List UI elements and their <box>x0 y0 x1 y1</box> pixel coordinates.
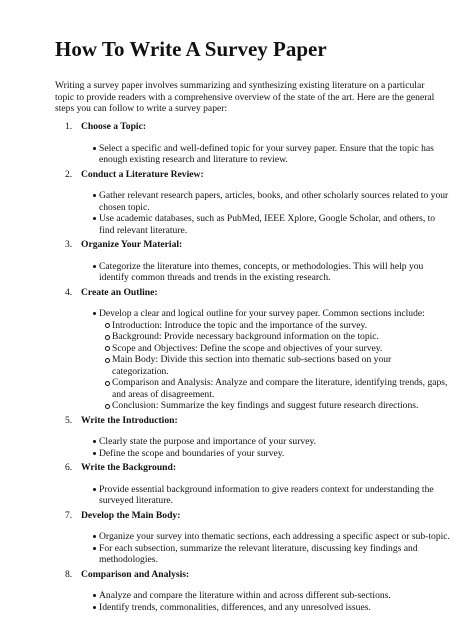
spacer <box>55 474 450 484</box>
step-heading <box>55 510 450 522</box>
step-title: Write the Background: <box>81 462 177 473</box>
sub-bullet-text: Background: Provide necessary background information on the topic. <box>112 331 379 342</box>
bullet-item <box>55 190 450 213</box>
steps-list <box>55 121 450 613</box>
bullet-text: Analyze and compare the literature within and across different sub-sections. <box>99 590 391 601</box>
intro-paragraph: Writing a survey paper involves summarizing and synthesizing existing literature on a particular topic to provide readers with a comprehensive overview of the state of the art. Here are the general steps you can follow to write a survey paper: <box>55 80 435 114</box>
step-title: Create an Outline: <box>81 286 158 298</box>
sub-bullet-text: Main Body: Divide this section into thematic sub-sections based on your categorization. <box>112 354 392 377</box>
spacer <box>55 580 450 590</box>
sub-bullet-item <box>55 331 450 343</box>
bullet-list <box>55 143 450 166</box>
bullet-list <box>55 261 450 284</box>
step-title: Organize Your Material: <box>81 239 183 250</box>
step-heading <box>55 121 450 133</box>
bullet-list <box>55 590 450 613</box>
bullet-item <box>55 448 450 460</box>
step-heading <box>55 287 450 299</box>
bullet-icon <box>93 194 96 197</box>
bullet-item <box>55 261 450 284</box>
bullet-icon <box>93 147 96 150</box>
bullet-icon <box>93 265 96 268</box>
bullet-item <box>55 213 450 236</box>
bullet-text: Develop a clear and logical outline for your survey paper. Common sections include: <box>99 308 425 319</box>
spacer <box>55 426 450 436</box>
bullet-text: Identify trends, commonalities, differences, and any unresolved issues. <box>99 601 371 613</box>
step-title: Write the Introduction: <box>81 414 178 426</box>
bullet-icon <box>93 547 96 550</box>
step-title: Comparison and Analysis: <box>81 568 190 580</box>
bullet-icon <box>93 594 96 597</box>
circle-bullet-icon <box>105 335 110 340</box>
sub-bullet-text: Conclusion: Summarize the key findings and suggest future research directions. <box>112 400 419 411</box>
bullet-icon <box>93 535 96 538</box>
step-number: 7. <box>65 509 73 521</box>
bullet-item <box>55 602 450 614</box>
spacer <box>55 133 450 143</box>
step-heading <box>55 415 450 427</box>
bullet-icon <box>93 452 96 455</box>
circle-bullet-icon <box>105 358 110 363</box>
sub-bullet-text: Scope and Objectives: Define the scope and objectives of your survey. <box>112 342 383 354</box>
sub-bullet-item <box>55 320 450 332</box>
bullet-list <box>55 308 450 412</box>
bullet-list <box>55 436 450 459</box>
bullet-icon <box>93 488 96 491</box>
step-number: 6. <box>65 462 73 473</box>
bullet-icon <box>93 606 96 609</box>
step-heading <box>55 569 450 581</box>
bullet-item <box>55 531 450 543</box>
bullet-list <box>55 484 450 507</box>
bullet-item <box>55 590 450 602</box>
bullet-icon <box>93 312 96 315</box>
step-number: 3. <box>65 239 73 250</box>
bullet-icon <box>93 217 96 220</box>
bullet-item <box>55 484 450 507</box>
step-title: Conduct a Literature Review: <box>81 168 204 180</box>
bullet-text: Categorize the literature into themes, concepts, or methodologies. This will help you identify common threads and trends in the existing research. <box>99 260 424 283</box>
sub-bullet-text: Comparison and Analysis: Analyze and compare the literature, identifying trends, gaps, and areas of disagreement. <box>112 377 448 400</box>
step-title: Choose a Topic: <box>81 121 147 132</box>
bullet-text: Gather relevant research papers, articles, books, and other scholarly sources related to your chosen topic. <box>99 190 449 213</box>
bullet-text: Define the scope and boundaries of your survey. <box>99 447 285 459</box>
spacer <box>55 298 450 308</box>
bullet-list <box>55 531 450 566</box>
sub-bullet-list <box>99 320 450 412</box>
step-number: 1. <box>65 121 73 132</box>
step-number: 2. <box>65 168 73 180</box>
bullet-text: Provide essential background information to give readers context for understanding the surveyed literature. <box>99 483 434 506</box>
bullet-text: Organize your survey into thematic sections, each addressing a specific aspect or sub-topic. <box>99 531 450 542</box>
bullet-item <box>55 543 450 566</box>
bullet-text: Clearly state the purpose and importance of your survey. <box>99 436 317 447</box>
spacer <box>55 251 450 261</box>
sub-bullet-item <box>55 377 450 400</box>
sub-bullet-text: Introduction: Introduce the topic and the importance of the survey. <box>112 319 368 331</box>
bullet-item <box>55 308 450 412</box>
bullet-text: For each subsection, summarize the relevant literature, discussing key findings and methodologies. <box>99 542 418 565</box>
step-heading <box>55 462 450 474</box>
spacer <box>55 180 450 190</box>
bullet-item <box>55 143 450 166</box>
step-number: 4. <box>65 286 73 298</box>
circle-bullet-icon <box>105 404 110 409</box>
step-heading <box>55 239 450 251</box>
circle-bullet-icon <box>105 381 110 386</box>
step-title: Develop the Main Body: <box>81 509 181 521</box>
sub-bullet-item <box>55 354 450 377</box>
step-heading <box>55 169 450 181</box>
sub-bullet-item <box>55 343 450 355</box>
page-title: How To Write A Survey Paper <box>55 37 327 61</box>
bullet-text: Use academic databases, such as PubMed, IEEE Xplore, Google Scholar, and others, to find relevant literature. <box>99 213 436 236</box>
bullet-item <box>55 436 450 448</box>
circle-bullet-icon <box>105 346 110 351</box>
sub-bullet-item <box>55 400 450 412</box>
spacer <box>55 521 450 531</box>
bullet-text: Select a specific and well-defined topic for your survey paper. Ensure that the topic has enough existing research and literature to review. <box>99 142 434 165</box>
step-number: 8. <box>65 568 73 580</box>
circle-bullet-icon <box>105 323 110 328</box>
bullet-list <box>55 190 450 236</box>
step-number: 5. <box>65 414 73 426</box>
bullet-icon <box>93 440 96 443</box>
